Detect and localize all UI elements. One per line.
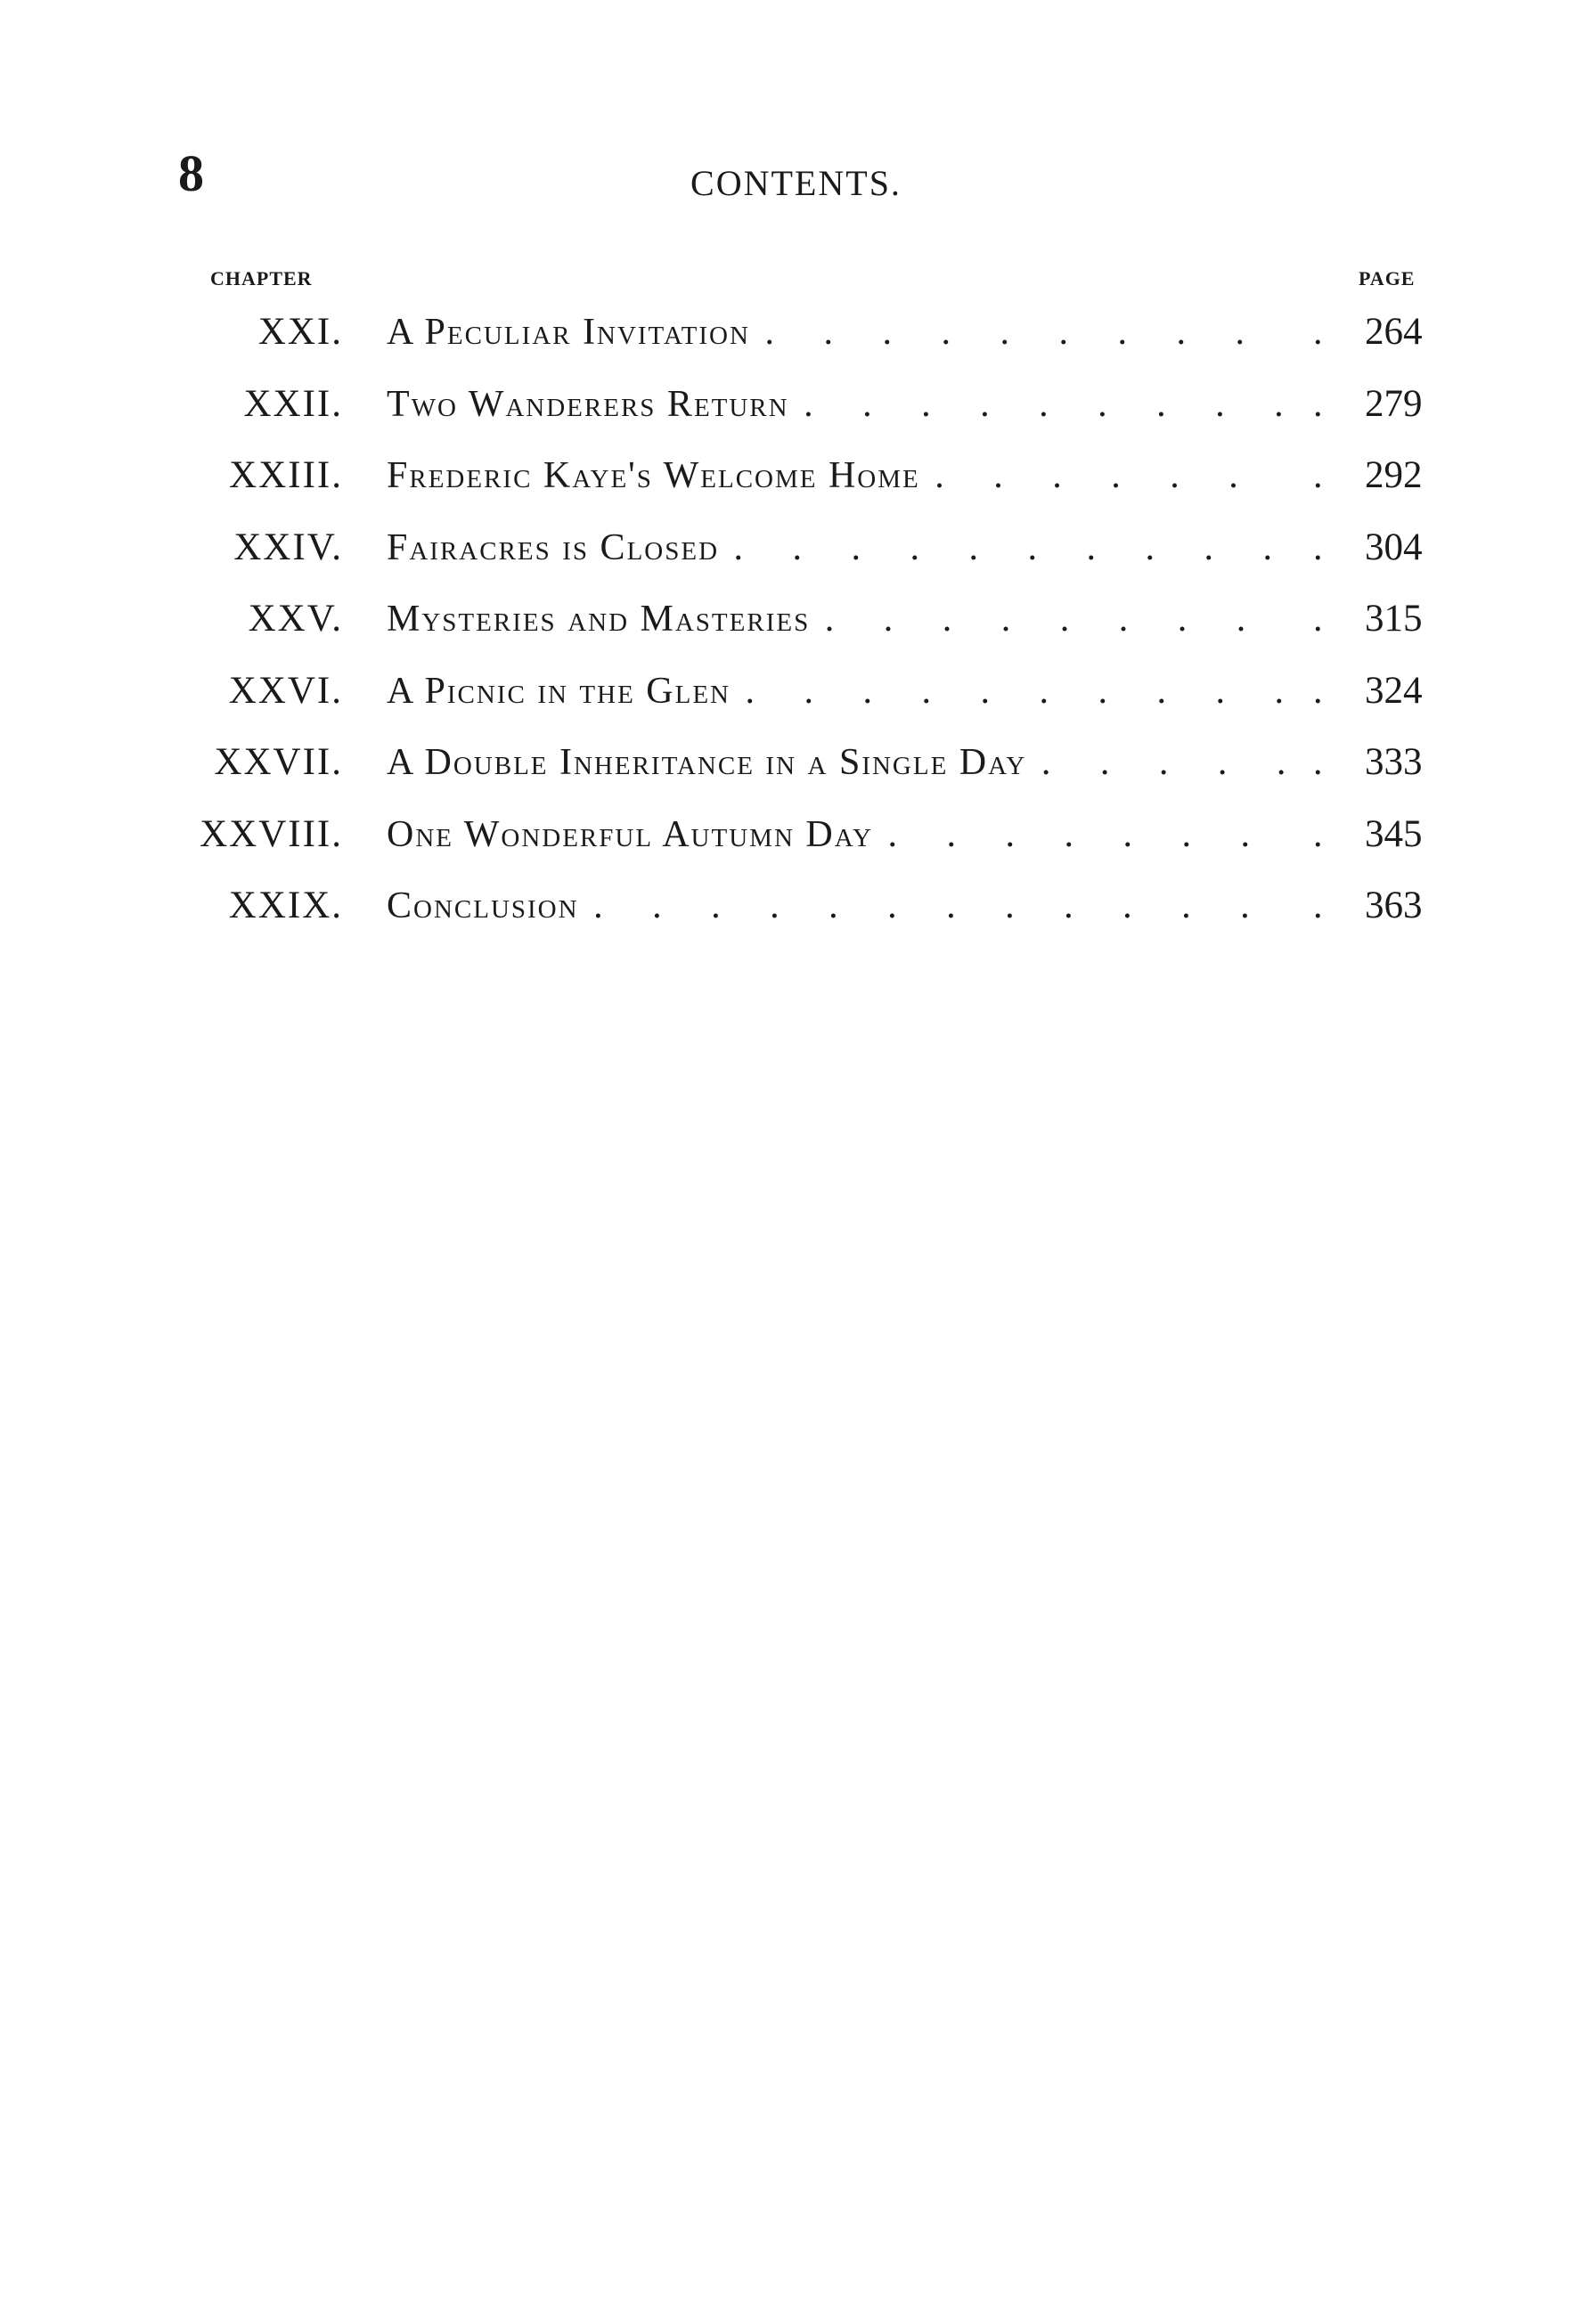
chapter-number: XXVIII. [200,812,343,855]
page-ref: 292 [1365,454,1423,496]
page-ref: 315 [1365,598,1423,640]
chapter-number: XXIII. [229,454,343,496]
leader-dot: . [1313,383,1323,425]
leader-dot: . [1313,813,1323,855]
chapter-number: XXI. [257,311,343,353]
chapter-number: XXV. [248,598,343,640]
leader-dot: . [1313,670,1323,712]
page-ref: 324 [1365,669,1423,712]
chapter-number: XXIX. [228,885,343,926]
chapter-title: Two Wanderers Return . . [387,379,1286,429]
toc-entry [0,738,1592,810]
chapter-column-heading: CHAPTER [210,267,313,289]
page-ref: 264 [1365,311,1423,353]
chapter-number: XXIV. [233,526,343,568]
table-of-contents [0,307,1592,953]
chapter-title: One Wonderful Autumn Day . . [387,810,1286,860]
chapter-title: A Picnic in the Glen . . [387,666,1286,716]
page-column-heading: PAGE [1359,267,1416,289]
toc-entry [0,594,1592,666]
leader-dot: . [1313,526,1323,568]
page-ref: 363 [1365,885,1423,926]
chapter-title: A Double Inheritance in a Single Day . . [387,738,1286,787]
chapter-number: XXVI. [228,669,343,712]
toc-entry [0,881,1592,953]
page-ref: 279 [1365,382,1423,425]
toc-entry [0,379,1592,452]
toc-entry [0,523,1592,595]
chapter-title: Mysteries and Masteries . . [387,594,1286,644]
chapter-number: XXVII. [214,741,343,783]
toc-entry [0,810,1592,882]
leader-dot: . [1313,455,1323,496]
leader-dot: . [1313,312,1323,353]
chapter-title: A Peculiar Invitation . . [387,307,1286,357]
leader-dot: . [1313,742,1323,783]
page-number: 8 [178,144,204,202]
chapter-title: Fairacres is Closed . . [387,523,1286,573]
leader-dot: . [1313,885,1323,926]
page-ref: 333 [1365,741,1423,783]
running-title: CONTENTS. [690,163,902,203]
page-ref: 345 [1365,812,1423,855]
chapter-number: XXII. [243,382,343,425]
toc-entry [0,307,1592,379]
toc-entry [0,666,1592,738]
chapter-title: Conclusion . . [387,881,1286,931]
page-ref: 304 [1365,526,1423,568]
leader-dot: . [1313,599,1323,640]
chapter-title: Frederic Kaye's Welcome Home . . [387,451,1286,501]
toc-entry [0,451,1592,523]
